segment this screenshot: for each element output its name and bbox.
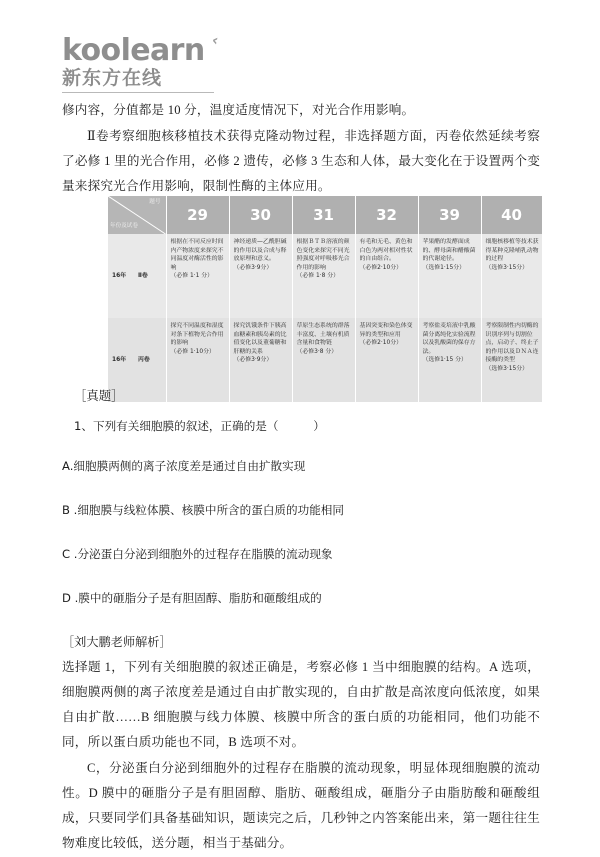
- table-col-header-40: 40: [481, 196, 542, 234]
- question-option-b: B .细胞膜与线粒体膜、核膜中所含的蛋白质的功能相同: [62, 503, 344, 517]
- intro-line-1: 修内容，分值都是 10 分，温度适度情况下，对光合作用影响。: [62, 103, 415, 117]
- table-cell: [229, 234, 292, 318]
- cell-text: 考察限制性内切酶的识别序列与切割位点，启动子、终止子的作用以及ＤＮＡ连接酶的类型: [485, 323, 539, 364]
- cell-text: 探究饥饿条件下胰高血糖素和胰岛素的比值变化以及董葡糖和肝糖的关系: [233, 323, 287, 355]
- question-stem: 1、下列有关细胞膜的叙述，正确的是（ ）: [74, 419, 325, 433]
- table-cell: [166, 234, 229, 318]
- cell-text: 根据ＢＴＢ溶液的颜色变化来探究不同光照强度对呼吸移光合作用的影响: [296, 239, 350, 271]
- table-col-header-30: 30: [229, 196, 292, 234]
- cell-score: （必修2·10分）: [359, 340, 403, 347]
- cell-score: （必修3·8 分）: [296, 348, 338, 355]
- cell-text: 考察盐麦培液中乳酸菌分离纯化实验流程以及乳酸菌的保存方法。: [422, 323, 476, 355]
- row-paper: Ⅱ卷: [138, 272, 148, 279]
- analysis-paragraph-1: 选择题 1，下列有关细胞膜的叙述正确是，考察必修 1 当中细胞膜的结构。A 选项，细胞膜两侧的离子浓度差是通过自由扩散实现的，自由扩散是高浓度向低浓度，如果自由扩散……B 细胞膜与线力体膜、核膜中所含的蛋白质的功能相同，他们功能不同，所以蛋白质功能也不同，B 选项不对。: [62, 660, 540, 749]
- cell-score: （必修 1·10分）: [170, 348, 215, 355]
- brand-wordmark-text: koolearn: [62, 33, 205, 68]
- cell-score: （选修1·15分）: [422, 264, 466, 271]
- row-label-paper-2: [108, 234, 166, 318]
- brand-tick-icon: ‹: [210, 30, 220, 50]
- exam-matrix-table: [108, 196, 543, 402]
- cell-score: （必修3·9分）: [233, 357, 273, 364]
- cell-text: 草原生态系统的群落丰富度、土壤有机质含量和食物链: [296, 323, 350, 347]
- brand-logo: [62, 30, 272, 93]
- intro-text-block: [62, 98, 540, 200]
- table-cell: [418, 234, 481, 318]
- question-option-a: A.细胞膜两侧的离子浓度差是通过自由扩散实现: [62, 459, 306, 473]
- question-block: [62, 385, 540, 857]
- cell-text: 探究不同温度和湿度对条下植物光合作用的影响: [170, 323, 224, 347]
- cell-score: （必修3·9分）: [233, 264, 273, 271]
- table-col-header-29: 29: [166, 196, 229, 234]
- intro-line-2: Ⅱ卷考察细胞核移植技术获得克隆动物过程，非选择题方面，丙卷依然延续考察了必修 1 里的光合作用，必修 2 遗传，必修 3 生态和人体，最大变化在于设置两个变量来探究光合作用影响，限制性酶的主体应用。: [62, 129, 540, 193]
- table-col-header-32: 32: [355, 196, 418, 234]
- analysis-paragraph-2: C，分泌蛋白分泌到细胞外的过程存在脂膜的流动现象，明显体现细胞膜的流动性。D 膜中的砸脂分子是有胆固醇、脂肪、砸酸组成，砸脂分子由脂肪酸和砸酸组成，只要同学们具备基础知识，题读完之后，几秒钟之内答案能出来，第一题往往生物难度比较低，送分题，相当于基础分。: [62, 761, 540, 850]
- table-cell: [481, 234, 542, 318]
- table-header-row: [108, 196, 542, 234]
- cell-text: 苹果醋的发酵面成的、酵母菌和醋酸菌的代谢途径。: [422, 239, 476, 263]
- table-row: [108, 234, 542, 318]
- table-col-header-31: 31: [292, 196, 355, 234]
- brand-divider: [62, 92, 214, 93]
- question-option-d: D .膜中的砸脂分子是有胆固醇、脂肪和砸酸组成的: [62, 591, 322, 605]
- row-paper: 丙卷: [138, 356, 150, 363]
- cell-score: （选修3·15分）: [485, 264, 529, 271]
- row-year: 16年: [112, 356, 127, 363]
- cell-text: 细胞核移植等技术获得某种克隆哺乳动物的过程: [485, 239, 539, 263]
- cell-text: 基因突变和染色体变异的类型和应用: [359, 323, 413, 338]
- cell-score: （选修1·15 分）: [422, 357, 467, 364]
- table-cell: [355, 234, 418, 318]
- question-option-c: C .分泌蛋白分泌到细胞外的过程存在脂膜的流动现象: [62, 547, 333, 561]
- analysis-tag: ［刘大鹏老师解析］: [62, 635, 172, 649]
- brand-subtitle: 新东方在线: [62, 67, 163, 89]
- table-col-header-39: 39: [418, 196, 481, 234]
- corner-label-question-no: 题号: [149, 199, 161, 205]
- cell-text: 神经递质—乙酰胆碱的作用以及合成与释放原理和意义。: [233, 239, 287, 263]
- row-year: 16年: [112, 272, 127, 279]
- cell-score: （必修 1·8 分）: [296, 273, 340, 280]
- exam-matrix-table-wrap: [108, 196, 542, 402]
- table-corner-cell: [108, 196, 166, 234]
- cell-score: （选修3·15分）: [485, 365, 529, 372]
- cell-score: （必修 1·1 分）: [170, 273, 214, 280]
- brand-wordmark: [62, 30, 220, 68]
- cell-score: （必修2·10分）: [359, 264, 403, 271]
- corner-label-year-paper: 年份及试卷: [110, 223, 138, 230]
- cell-text: 根据在不同反应时间内产物浓度来探究不同温度对酶活性的影响: [170, 239, 224, 271]
- section-tag-real-question: ［真题］: [74, 389, 124, 403]
- cell-text: 有毛和无毛、黄色和白色为两对相对性状的自由组合。: [359, 239, 413, 263]
- table-cell: [292, 234, 355, 318]
